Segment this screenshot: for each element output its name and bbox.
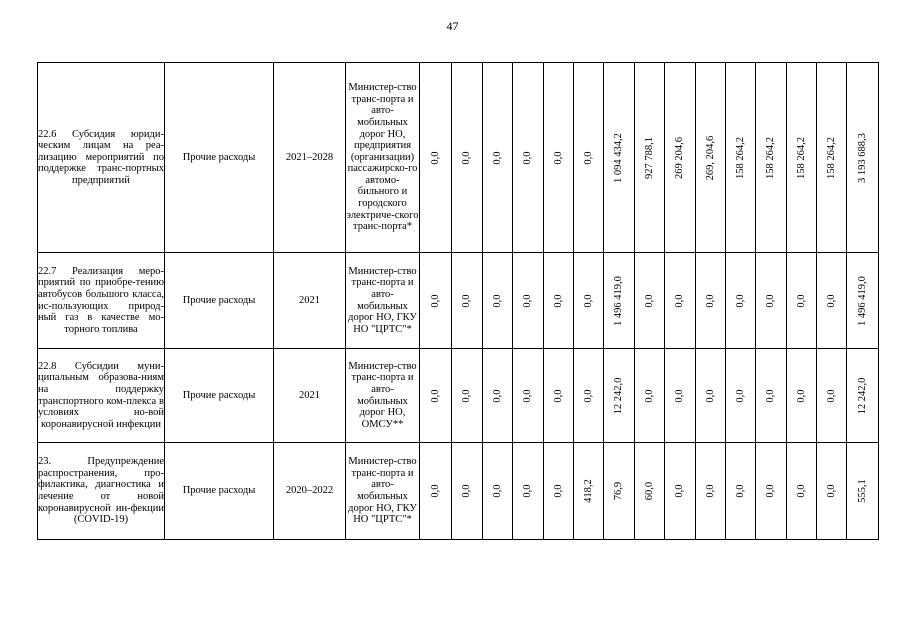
- value-cell: [604, 349, 635, 443]
- value-cell: [756, 63, 787, 253]
- value-text: 0,0: [734, 388, 746, 403]
- value-cell: [574, 253, 604, 349]
- activity-name: 22.7 Реализация меро-приятий по приобре-тению автобусов большого класса, ис-пользующих природ-ный газ в качестве мо-торного топлива: [38, 253, 165, 349]
- value-cell: [452, 63, 483, 253]
- activity-name: 22.6 Субсидия юриди-ческим лицам на реа-лизацию мероприятий по поддержке транс-портных предприятий: [38, 63, 165, 253]
- value-cell: [483, 349, 513, 443]
- value-cell: [513, 63, 544, 253]
- value-cell: [635, 63, 665, 253]
- value-text: 0,0: [582, 388, 594, 403]
- value-cell: [420, 63, 452, 253]
- value-cell: [604, 443, 635, 540]
- value-cell: [544, 253, 574, 349]
- value-text: 0,0: [461, 388, 473, 403]
- value-cell: [787, 349, 817, 443]
- executor: Министер-ство транс-порта и авто-мобильных дорог НО, ОМСУ**: [346, 349, 420, 443]
- value-text: 158 264,2: [765, 136, 777, 179]
- value-cell: [726, 349, 756, 443]
- value-text: 0,0: [704, 484, 716, 498]
- value-text: 0,0: [461, 293, 473, 308]
- value-cell: [726, 63, 756, 253]
- executor: Министер-ство транс-порта и авто-мобильных дорог НО, ГКУ НО "ЦРТС"*: [346, 443, 420, 540]
- value-text: 0,0: [552, 293, 564, 308]
- table-row: [38, 253, 879, 349]
- value-cell: [635, 349, 665, 443]
- value-cell: [452, 349, 483, 443]
- value-text: 418,2: [582, 479, 594, 503]
- value-text: 0,0: [734, 293, 746, 308]
- value-text: 0,0: [522, 484, 534, 498]
- value-cell: [483, 253, 513, 349]
- funding-source: Прочие расходы: [165, 253, 274, 349]
- value-text: 0,0: [704, 293, 716, 308]
- value-text: 0,0: [429, 293, 441, 308]
- value-cell: [452, 253, 483, 349]
- value-text: 158 264,2: [795, 136, 807, 179]
- value-cell: [787, 253, 817, 349]
- value-cell: [817, 349, 847, 443]
- value-cell: [574, 443, 604, 540]
- table-row: [38, 63, 879, 253]
- value-text: 0,0: [429, 484, 441, 498]
- value-text: 269, 204,6: [704, 135, 716, 180]
- value-cell: [420, 253, 452, 349]
- value-text: 0,0: [795, 388, 807, 403]
- value-cell: [847, 443, 879, 540]
- value-text: 0,0: [704, 388, 716, 403]
- value-cell: [756, 349, 787, 443]
- value-cell: [665, 253, 696, 349]
- value-cell: [483, 443, 513, 540]
- value-text: 0,0: [795, 293, 807, 308]
- table-row: [38, 443, 879, 540]
- period: 2020–2022: [274, 443, 346, 540]
- value-text: 0,0: [734, 484, 746, 498]
- value-text: 12 242,0: [613, 377, 625, 414]
- funding-source: Прочие расходы: [165, 63, 274, 253]
- value-cell: [665, 349, 696, 443]
- period: 2021: [274, 349, 346, 443]
- value-text: 0,0: [552, 388, 564, 403]
- value-cell: [513, 443, 544, 540]
- table-row: [38, 349, 879, 443]
- value-text: 0,0: [765, 388, 777, 403]
- value-cell: [665, 63, 696, 253]
- value-cell: [452, 443, 483, 540]
- value-text: 0,0: [825, 484, 837, 498]
- page-number: 47: [446, 19, 459, 33]
- value-cell: [513, 253, 544, 349]
- value-cell: [635, 253, 665, 349]
- value-cell: [513, 349, 544, 443]
- value-text: 0,0: [491, 150, 503, 165]
- value-text: 0,0: [765, 484, 777, 498]
- value-cell: [817, 63, 847, 253]
- value-cell: [817, 253, 847, 349]
- value-text: 0,0: [522, 388, 534, 403]
- value-cell: [847, 349, 879, 443]
- executor: Министер-ство транс-порта и авто-мобильных дорог НО, предприятия (организации) пассажирско-го автомо-бильного и городского электриче-ского транс-порта*: [346, 63, 420, 253]
- value-text: 0,0: [582, 293, 594, 308]
- value-cell: [574, 349, 604, 443]
- period: 2021–2028: [274, 63, 346, 253]
- value-text: 1 094 434,2: [613, 132, 625, 183]
- value-cell: [817, 443, 847, 540]
- value-text: 0,0: [765, 293, 777, 308]
- value-text: 0,0: [643, 293, 655, 308]
- value-cell: [604, 63, 635, 253]
- value-text: 0,0: [491, 484, 503, 498]
- value-text: 0,0: [522, 150, 534, 165]
- value-cell: [726, 253, 756, 349]
- value-text: 0,0: [582, 150, 594, 165]
- value-cell: [787, 443, 817, 540]
- value-text: 0,0: [429, 388, 441, 403]
- value-cell: [696, 63, 726, 253]
- value-text: 12 242,0: [856, 377, 868, 414]
- value-text: 0,0: [552, 484, 564, 498]
- funding-source: Прочие расходы: [165, 443, 274, 540]
- value-cell: [847, 63, 879, 253]
- executor: Министер-ство транс-порта и авто-мобильных дорог НО, ГКУ НО "ЦРТС"*: [346, 253, 420, 349]
- value-cell: [756, 443, 787, 540]
- value-text: 555,1: [856, 479, 868, 503]
- activity-name: 23. Предупреждение распространения, про-филактика, диагностика и лечение от новой коронавирусной ин-фекции (COVID-19): [38, 443, 165, 540]
- value-cell: [696, 253, 726, 349]
- value-cell: [696, 443, 726, 540]
- value-text: 0,0: [825, 388, 837, 403]
- value-text: 0,0: [461, 484, 473, 498]
- value-text: 3 193 688,3: [856, 132, 868, 183]
- value-cell: [483, 63, 513, 253]
- value-cell: [544, 63, 574, 253]
- value-cell: [665, 443, 696, 540]
- value-text: 0,0: [491, 388, 503, 403]
- value-cell: [544, 443, 574, 540]
- value-cell: [544, 349, 574, 443]
- funding-source: Прочие расходы: [165, 349, 274, 443]
- value-cell: [787, 63, 817, 253]
- value-text: 0,0: [522, 293, 534, 308]
- value-text: 0,0: [429, 150, 441, 165]
- value-text: 158 264,2: [734, 136, 746, 179]
- value-text: 76,9: [613, 481, 625, 501]
- value-cell: [847, 253, 879, 349]
- value-cell: [726, 443, 756, 540]
- budget-table: [37, 62, 879, 540]
- value-text: 0,0: [825, 293, 837, 308]
- value-text: 0,0: [552, 150, 564, 165]
- value-text: 0,0: [674, 388, 686, 403]
- value-text: 60,0: [643, 481, 655, 501]
- value-text: 0,0: [643, 388, 655, 403]
- activity-name: 22.8 Субсидии муни-ципальным образова-ниям на поддержку транспортного ком-плекса в условиях но-вой коронавирусной инфекции: [38, 349, 165, 443]
- value-text: 0,0: [674, 293, 686, 308]
- value-cell: [574, 63, 604, 253]
- value-cell: [635, 443, 665, 540]
- value-text: 927 788,1: [643, 136, 655, 179]
- period: 2021: [274, 253, 346, 349]
- value-text: 158 264,2: [825, 136, 837, 179]
- value-cell: [696, 349, 726, 443]
- value-text: 0,0: [491, 293, 503, 308]
- value-text: 269 204,6: [674, 136, 686, 179]
- value-cell: [420, 443, 452, 540]
- value-cell: [420, 349, 452, 443]
- value-text: 1 496 419,0: [856, 275, 868, 326]
- value-text: 0,0: [674, 484, 686, 498]
- value-cell: [604, 253, 635, 349]
- value-text: 0,0: [461, 150, 473, 165]
- value-text: 1 496 419,0: [613, 275, 625, 326]
- value-cell: [756, 253, 787, 349]
- value-text: 0,0: [795, 484, 807, 498]
